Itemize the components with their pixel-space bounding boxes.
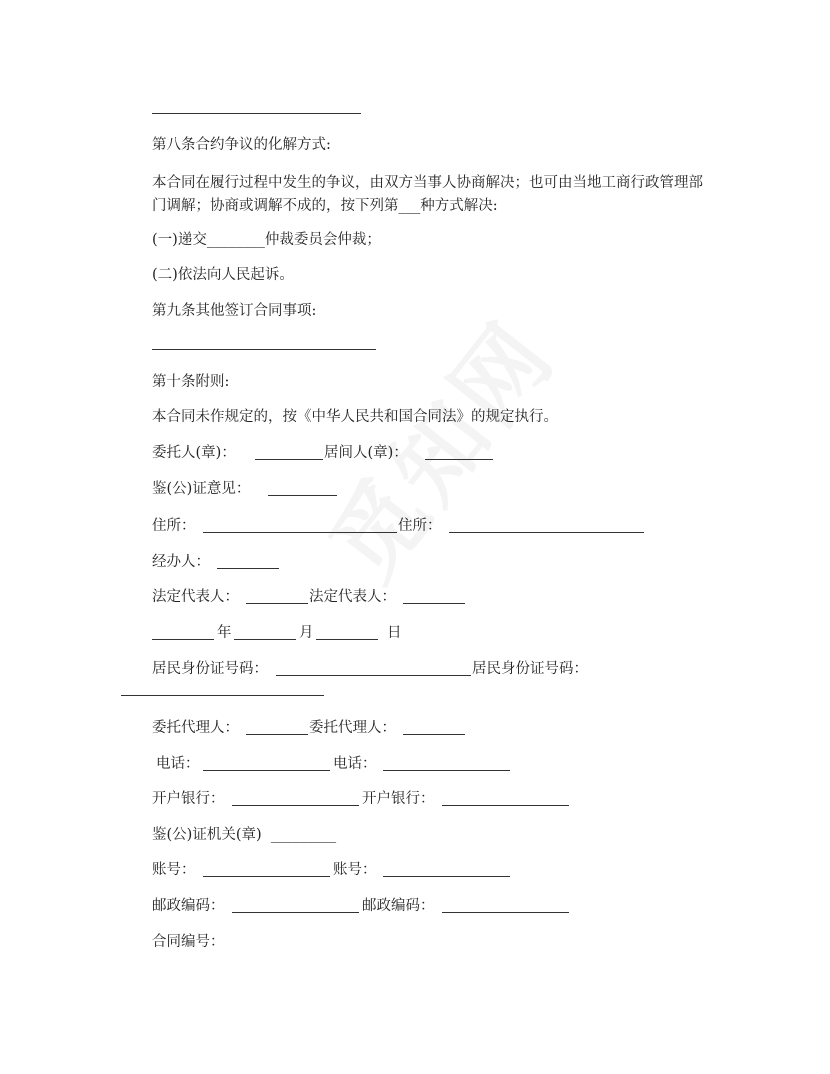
blank-line	[276, 675, 471, 676]
handler-label: 经办人：	[152, 554, 210, 570]
notary-opinion-label: 鉴(公)证意见：	[152, 481, 251, 497]
article8-option2: (二)依法向人民起诉。	[152, 267, 294, 283]
blank-line	[383, 770, 510, 771]
day-label: 日	[387, 625, 402, 641]
legal-rep-label: 法定代表人：	[152, 589, 239, 605]
blank-line	[203, 876, 330, 877]
article8-option1: (一)递交________仲裁委员会仲裁；	[152, 232, 381, 248]
bank-label: 开户银行：	[152, 791, 225, 807]
article10-title: 第十条附则:	[152, 374, 230, 390]
blank-line	[425, 459, 493, 460]
id-number-label: 居民身份证号码：	[472, 661, 588, 677]
phone-label: 电话：	[333, 756, 377, 772]
blank-line	[152, 113, 361, 114]
blank-line	[203, 770, 330, 771]
bank-label: 开户银行：	[362, 791, 435, 807]
blank-line	[403, 603, 465, 604]
account-label: 账号：	[152, 862, 196, 878]
blank-line	[403, 734, 465, 735]
postcode-label: 邮政编码：	[152, 898, 225, 914]
blank-line	[217, 568, 279, 569]
blank-line	[255, 459, 323, 460]
notary-office-label: 鉴(公)证机关(章) _________	[152, 827, 337, 843]
blank-line	[203, 532, 397, 533]
year-label: 年	[217, 625, 232, 641]
article8-title: 第八条合约争议的化解方式:	[152, 137, 331, 153]
blank-line	[383, 876, 510, 877]
id-number-label: 居民身份证号码：	[152, 661, 268, 677]
contract-no-label: 合同编号：	[152, 934, 225, 950]
blank-line	[232, 805, 359, 806]
address-label: 住所：	[152, 518, 196, 534]
article8-body: 本合同在履行过程中发生的争议，由双方当事人协商解决；也可由当地工商行政管理部门调解；协商或调解不成的，按下列第___种方式解决:	[152, 175, 703, 214]
broker-label: 居间人(章)：	[324, 445, 408, 461]
blank-line	[234, 639, 296, 640]
agent-label: 委托代理人：	[309, 720, 396, 736]
blank-line	[268, 495, 337, 496]
address-label: 住所：	[398, 518, 442, 534]
blank-line	[442, 805, 569, 806]
account-label: 账号：	[333, 862, 377, 878]
agent-label: 委托代理人：	[152, 720, 239, 736]
phone-label: 电话：	[156, 756, 200, 772]
article10-body: 本合同未作规定的，按《中华人民共和国合同法》的规定执行。	[152, 409, 558, 425]
blank-line	[246, 603, 308, 604]
blank-line	[121, 695, 324, 696]
blank-line	[449, 532, 644, 533]
blank-line	[152, 639, 214, 640]
postcode-label: 邮政编码：	[362, 898, 435, 914]
blank-line	[442, 912, 569, 913]
blank-line	[152, 349, 376, 350]
month-label: 月	[299, 625, 314, 641]
article9-title: 第九条其他签订合同事项:	[152, 303, 317, 319]
principal-label: 委托人(章)：	[152, 445, 236, 461]
blank-line	[246, 734, 308, 735]
blank-line	[232, 912, 359, 913]
blank-line	[316, 639, 378, 640]
legal-rep-label: 法定代表人：	[309, 589, 396, 605]
